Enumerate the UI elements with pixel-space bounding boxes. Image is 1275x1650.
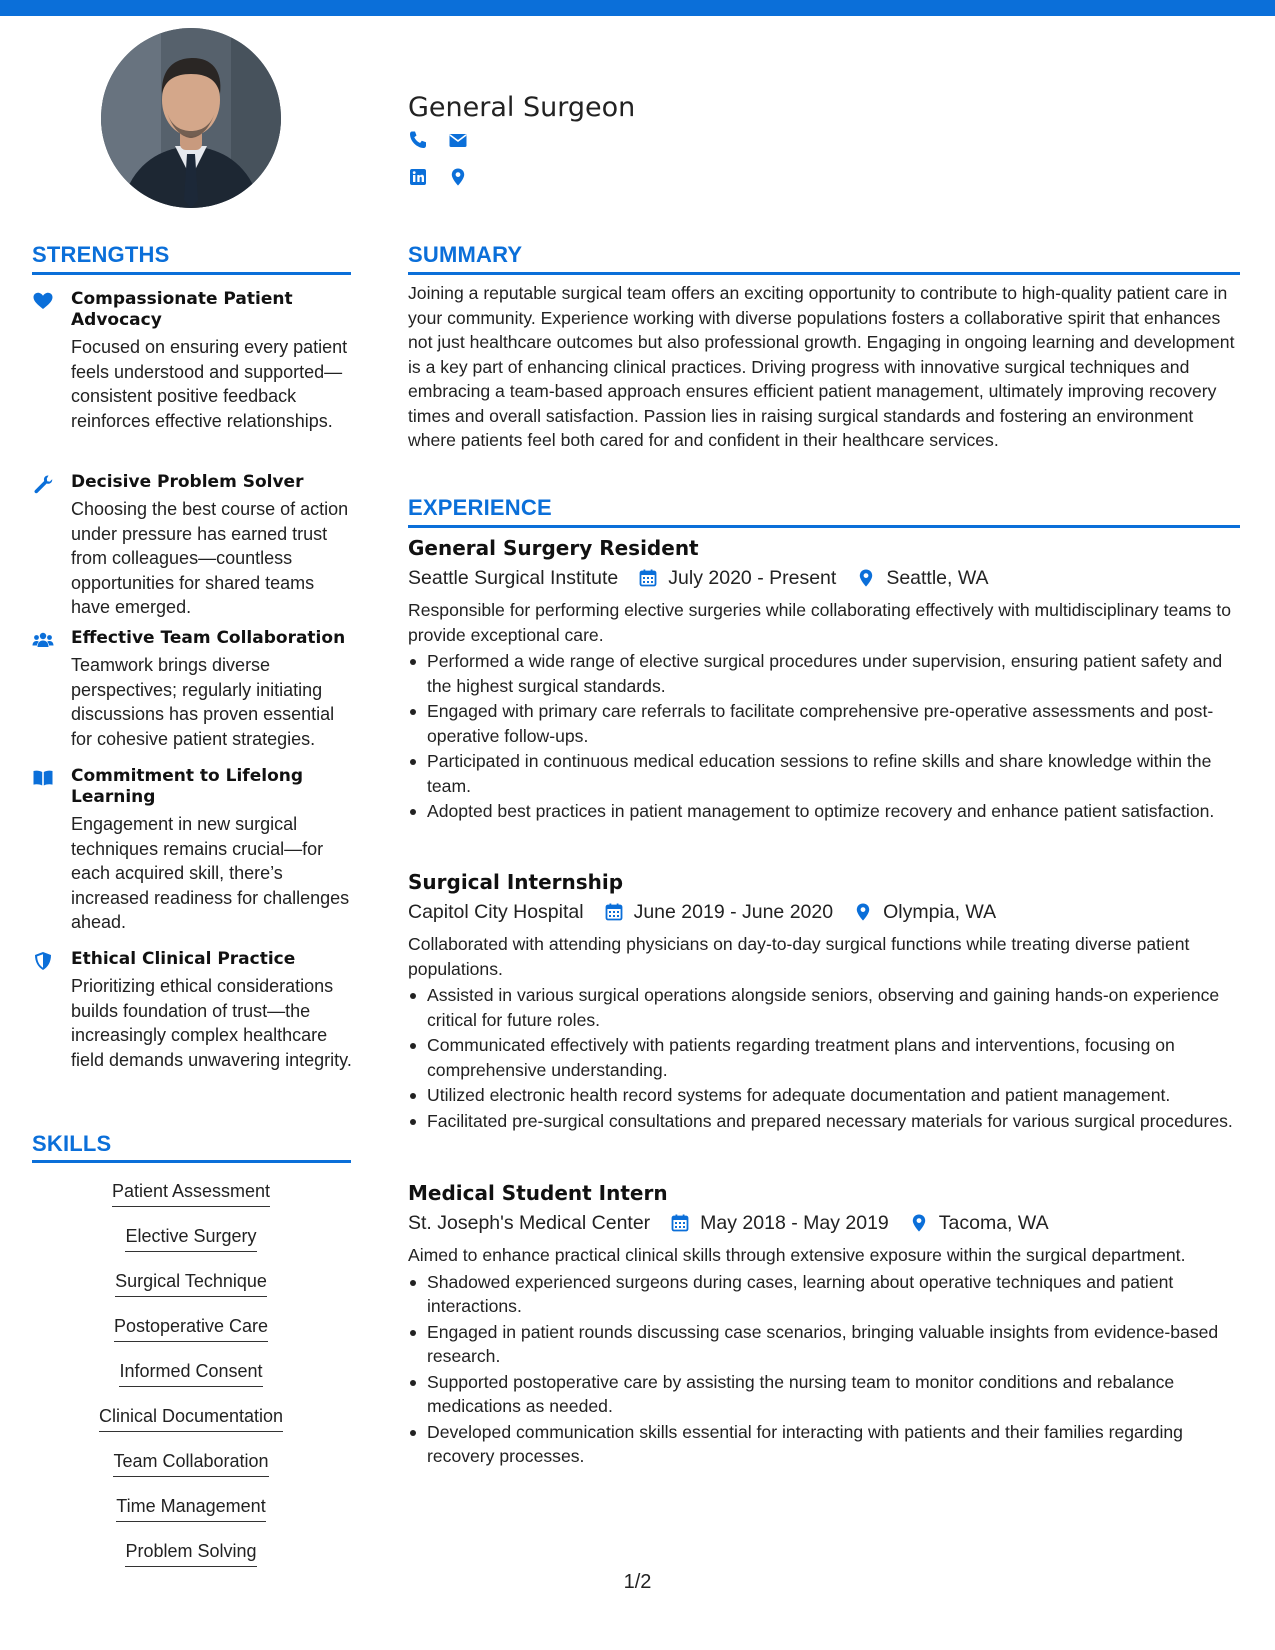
wrench-icon — [32, 474, 54, 494]
skill-item — [32, 1360, 350, 1387]
skill-label: Team Collaboration — [113, 1450, 268, 1477]
job-company: Seattle Surgical Institute — [408, 567, 619, 589]
job-meta — [408, 565, 1240, 591]
experience-entry — [408, 535, 1240, 825]
strength-description: Engagement in new surgical techniques remains crucial—for each acquired skill, there’s increased readiness for challenges ahead. — [71, 814, 350, 932]
job-description: Aimed to enhance practical clinical skills through extensive exposure within the surgical department. — [408, 1245, 1186, 1265]
calendar-icon — [670, 1213, 690, 1233]
strength-description: Focused on ensuring every patient feels understood and supported—consistent positive feedback reinforces effective relationships. — [71, 337, 348, 431]
job-dates: June 2019 - June 2020 — [633, 901, 834, 923]
strength-title: Effective Team Collaboration — [71, 628, 346, 648]
job-location: Seattle, WA — [886, 567, 989, 589]
skill-item — [32, 1270, 350, 1297]
strength-title: Decisive Problem Solver — [71, 472, 304, 492]
job-bullet: Assisted in various surgical operations alongside seniors, observing and gaining hands-on experience critical for future roles. — [408, 983, 1240, 1032]
job-position-title: Medical Student Intern — [408, 1181, 668, 1205]
strengths-rule — [32, 272, 351, 275]
skill-item — [32, 1495, 350, 1522]
skills-heading: SKILLS — [32, 1131, 112, 1156]
skill-item — [32, 1225, 350, 1252]
strength-item — [32, 628, 352, 751]
job-bullet: Adopted best practices in patient management to optimize recovery and enhance patient satisfaction. — [408, 799, 1240, 824]
map-pin-icon — [856, 568, 876, 588]
experience-entry — [408, 1180, 1240, 1470]
summary-heading: SUMMARY — [408, 242, 523, 267]
envelope-icon[interactable] — [448, 130, 468, 150]
job-dates: July 2020 - Present — [668, 567, 837, 589]
skills-rule — [32, 1160, 351, 1163]
job-bullets — [408, 1270, 1240, 1469]
strength-item — [32, 472, 352, 620]
contact-row-1 — [408, 130, 468, 150]
contact-row-2 — [408, 167, 468, 187]
linkedin-icon[interactable] — [408, 167, 428, 187]
map-pin-icon — [853, 902, 873, 922]
page-number: 1/2 — [623, 1571, 652, 1593]
job-bullet: Shadowed experienced surgeons during cases, learning about operative techniques and patient interactions. — [408, 1270, 1240, 1319]
shield-icon — [32, 951, 54, 971]
map-pin-icon[interactable] — [448, 167, 468, 187]
skill-label: Surgical Technique — [115, 1270, 267, 1297]
skill-label: Problem Solving — [125, 1540, 256, 1567]
job-bullet: Participated in continuous medical education sessions to refine skills and share knowledge within the team. — [408, 749, 1240, 798]
top-accent-bar — [0, 0, 1275, 16]
summary-rule — [408, 272, 1240, 275]
calendar-icon — [604, 902, 624, 922]
job-bullets — [408, 983, 1240, 1133]
job-description: Collaborated with attending physicians on day-to-day surgical functions while treating diverse patient populations. — [408, 934, 1190, 979]
phone-icon[interactable] — [408, 130, 428, 150]
strength-title: Ethical Clinical Practice — [71, 949, 296, 969]
job-bullet: Utilized electronic health record systems for adequate documentation and patient management. — [408, 1083, 1240, 1108]
map-pin-icon — [909, 1213, 929, 1233]
strengths-heading: STRENGTHS — [32, 242, 170, 267]
job-position-title: Surgical Internship — [408, 870, 624, 894]
job-bullets — [408, 649, 1240, 824]
strength-item — [32, 766, 352, 935]
strength-item — [32, 949, 352, 1072]
job-bullet: Developed communication skills essential for interacting with patients and their families regarding recovery processes. — [408, 1420, 1240, 1469]
calendar-icon — [638, 568, 658, 588]
summary-text: Joining a reputable surgical team offers an exciting opportunity to contribute to high-quality patient care in your community. Experience working with diverse populations fosters a collaborative spirit that enhances not just healthcare outcomes but also professional growth. Engaging in ongoing learning and development is a key part of enhancing clinical practices. Driving progress with innovative surgical techniques and embracing a team-based approach ensures efficient patient management, ultimately improving recovery times and overall satisfaction. Passion lies in raising surgical standards and fostering an environment where patients feel both cared for and confident in their healthcare services. — [408, 283, 1235, 450]
book-open-icon — [32, 768, 54, 788]
job-bullet: Engaged in patient rounds discussing case scenarios, bringing valuable insights from evidence-based research. — [408, 1320, 1240, 1369]
job-bullet: Supported postoperative care by assisting the nursing team to monitor conditions and rebalance medications as needed. — [408, 1370, 1240, 1419]
strength-description: Prioritizing ethical considerations builds foundation of trust—the increasingly complex healthcare field demands unwavering integrity. — [71, 976, 352, 1070]
job-company: Capitol City Hospital — [408, 901, 584, 923]
experience-rule — [408, 525, 1240, 528]
heart-icon — [32, 291, 54, 311]
job-title: General Surgeon — [408, 92, 636, 123]
job-description: Responsible for performing elective surgeries while collaborating effectively with multidisciplinary teams to provide exceptional care. — [408, 600, 1232, 645]
skill-item — [32, 1405, 350, 1432]
skill-item — [32, 1315, 350, 1342]
strength-description: Teamwork brings diverse perspectives; regularly initiating discussions has proven essential for cohesive patient strategies. — [71, 655, 335, 749]
skill-item — [32, 1450, 350, 1477]
job-bullet: Engaged with primary care referrals to facilitate comprehensive pre-operative assessments and post-operative follow-ups. — [408, 699, 1240, 748]
job-company: St. Joseph's Medical Center — [408, 1212, 651, 1234]
avatar — [101, 28, 281, 208]
job-location: Olympia, WA — [883, 901, 997, 923]
skill-label: Elective Surgery — [125, 1225, 256, 1252]
skill-item — [32, 1180, 350, 1207]
job-location: Tacoma, WA — [938, 1212, 1049, 1234]
skill-label: Clinical Documentation — [99, 1405, 283, 1432]
users-icon — [32, 630, 54, 650]
skill-label: Patient Assessment — [112, 1180, 270, 1207]
strength-description: Choosing the best course of action under pressure has earned trust from colleagues—countless opportunities for shared teams have emerged. — [71, 499, 349, 617]
job-bullet: Facilitated pre-surgical consultations and prepared necessary materials for various surgical procedures. — [408, 1109, 1240, 1134]
strength-item — [32, 289, 352, 433]
skill-label: Postoperative Care — [114, 1315, 268, 1342]
experience-entry — [408, 869, 1240, 1134]
strength-title: Compassionate Patient Advocacy — [71, 289, 293, 330]
skill-label: Informed Consent — [119, 1360, 262, 1387]
experience-heading: EXPERIENCE — [408, 495, 552, 520]
job-dates: May 2018 - May 2019 — [700, 1212, 889, 1234]
strength-title: Commitment to Lifelong Learning — [71, 766, 304, 807]
skill-label: Time Management — [116, 1495, 265, 1522]
job-meta — [408, 899, 1240, 925]
job-bullet: Performed a wide range of elective surgical procedures under supervision, ensuring patient safety and the highest surgical standards. — [408, 649, 1240, 698]
job-meta — [408, 1210, 1240, 1236]
skill-item — [32, 1540, 350, 1567]
job-position-title: General Surgery Resident — [408, 536, 699, 560]
job-bullet: Communicated effectively with patients regarding treatment plans and interventions, focusing on comprehensive understanding. — [408, 1033, 1240, 1082]
